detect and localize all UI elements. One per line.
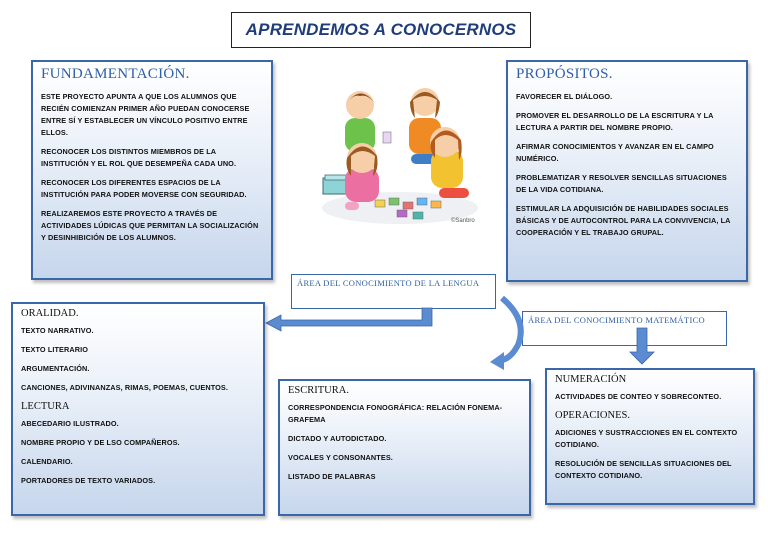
escritura-item: VOCALES Y CONSONANTES.: [288, 453, 393, 462]
operaciones-item: ADICIONES Y SUSTRACCIONES EN EL CONTEXTO COTIDIANO.: [555, 428, 738, 449]
fundamentacion-paragraph: REALIZAREMOS ESTE PROYECTO A TRAVÉS DE ACTIVIDADES LÚDICAS QUE PERMITAN LA SOCIALIZACIÓN Y DESINHIBICIÓN DE LOS ALUMNOS.: [41, 209, 259, 242]
escritura-item: CORRESPONDENCIA FONOGRÁFICA: RELACIÓN FONEMA-GRAFEMA: [288, 403, 503, 424]
escritura-item: DICTADO Y AUTODICTADO.: [288, 434, 387, 443]
numeracion-item: ACTIVIDADES DE CONTEO Y SOBRECONTEO.: [555, 392, 722, 401]
oralidad-heading: ORALIDAD.: [21, 308, 79, 319]
propositos-paragraph: ESTIMULAR LA ADQUISICIÓN DE HABILIDADES SOCIALES BÁSICAS Y DE AUTOCONTROL PARA LA CONVIVENCIA, LA COOPERACIÓN Y EL TRABAJO GRUPAL.: [516, 204, 731, 237]
fundamentacion-heading: FUNDAMENTACIÓN.: [41, 66, 190, 82]
fundamentacion-paragraph: RECONOCER LOS DIFERENTES ESPACIOS DE LA INSTITUCIÓN PARA PODER MOVERSE CON SEGURIDAD.: [41, 178, 247, 199]
escritura-panel: [278, 379, 531, 516]
oralidad-panel: [11, 302, 265, 516]
propositos-paragraph: FAVORECER EL DIÁLOGO.: [516, 92, 613, 101]
numeracion-panel: [545, 368, 755, 505]
lectura-heading: LECTURA: [21, 401, 70, 412]
escritura-item: LISTADO DE PALABRAS: [288, 472, 376, 481]
area-matematico-label: ÁREA DEL CONOCIMIENTO MATEMÁTICO: [528, 315, 705, 325]
arrow-matematico-to-numeracion: [630, 328, 654, 364]
propositos-heading: PROPÓSITOS.: [516, 66, 613, 82]
page-title: APRENDEMOS A CONOCERNOS: [245, 20, 517, 39]
oralidad-item: CANCIONES, ADIVINANZAS, RIMAS, POEMAS, CUENTOS.: [21, 383, 229, 392]
operaciones-item: RESOLUCIÓN DE SENCILLAS SITUACIONES DEL CONTEXTO COTIDIANO.: [555, 459, 732, 480]
lectura-item: CALENDARIO.: [21, 457, 73, 466]
arrow-curve-head: [490, 352, 504, 370]
arrow-lengua-to-oralidad: [266, 308, 432, 331]
numeracion-heading: NUMERACIÓN: [555, 374, 627, 385]
fundamentacion-paragraph: RECONOCER LOS DISTINTOS MIEMBROS DE LA INSTITUCIÓN Y EL ROL QUE DESEMPEÑA CADA UNO.: [41, 147, 237, 168]
arrow-curve-to-escritura: [500, 298, 521, 360]
area-lengua-label: ÁREA DEL CONOCIMIENTO DE LA LENGUA: [297, 278, 480, 288]
operaciones-heading: OPERACIONES.: [555, 410, 630, 421]
propositos-paragraph: PROMOVER EL DESARROLLO DE LA ESCRITURA Y LA LECTURA A PARTIR DEL NOMBRE PROPIO.: [516, 111, 714, 132]
lectura-item: ABECEDARIO ILUSTRADO.: [21, 419, 119, 428]
oralidad-item: TEXTO NARRATIVO.: [21, 326, 94, 335]
lectura-item: NOMBRE PROPIO Y DE LSO COMPAÑEROS.: [21, 438, 180, 447]
fundamentacion-paragraph: ESTE PROYECTO APUNTA A QUE LOS ALUMNOS QUE RECIÉN COMIENZAN PRIMER AÑO PUEDAN CONOCERSE ENTRE SÍ Y ESTABLECER UN VÍNCULO POSITIVO ENTRE ELLOS.: [41, 92, 250, 137]
illustration-credit: ©Sanbro: [451, 218, 475, 224]
oralidad-item: TEXTO LITERARIO: [21, 345, 89, 354]
lectura-item: PORTADORES DE TEXTO VARIADOS.: [21, 476, 156, 485]
escritura-heading: ESCRITURA.: [288, 385, 349, 396]
propositos-paragraph: PROBLEMATIZAR Y RESOLVER SENCILLAS SITUACIONES DE LA VIDA COTIDIANA.: [516, 173, 727, 194]
propositos-paragraph: AFIRMAR CONOCIMIENTOS Y AVANZAR EN EL CAMPO NUMÉRICO.: [516, 142, 714, 163]
oralidad-item: ARGUMENTACIÓN.: [21, 364, 90, 373]
